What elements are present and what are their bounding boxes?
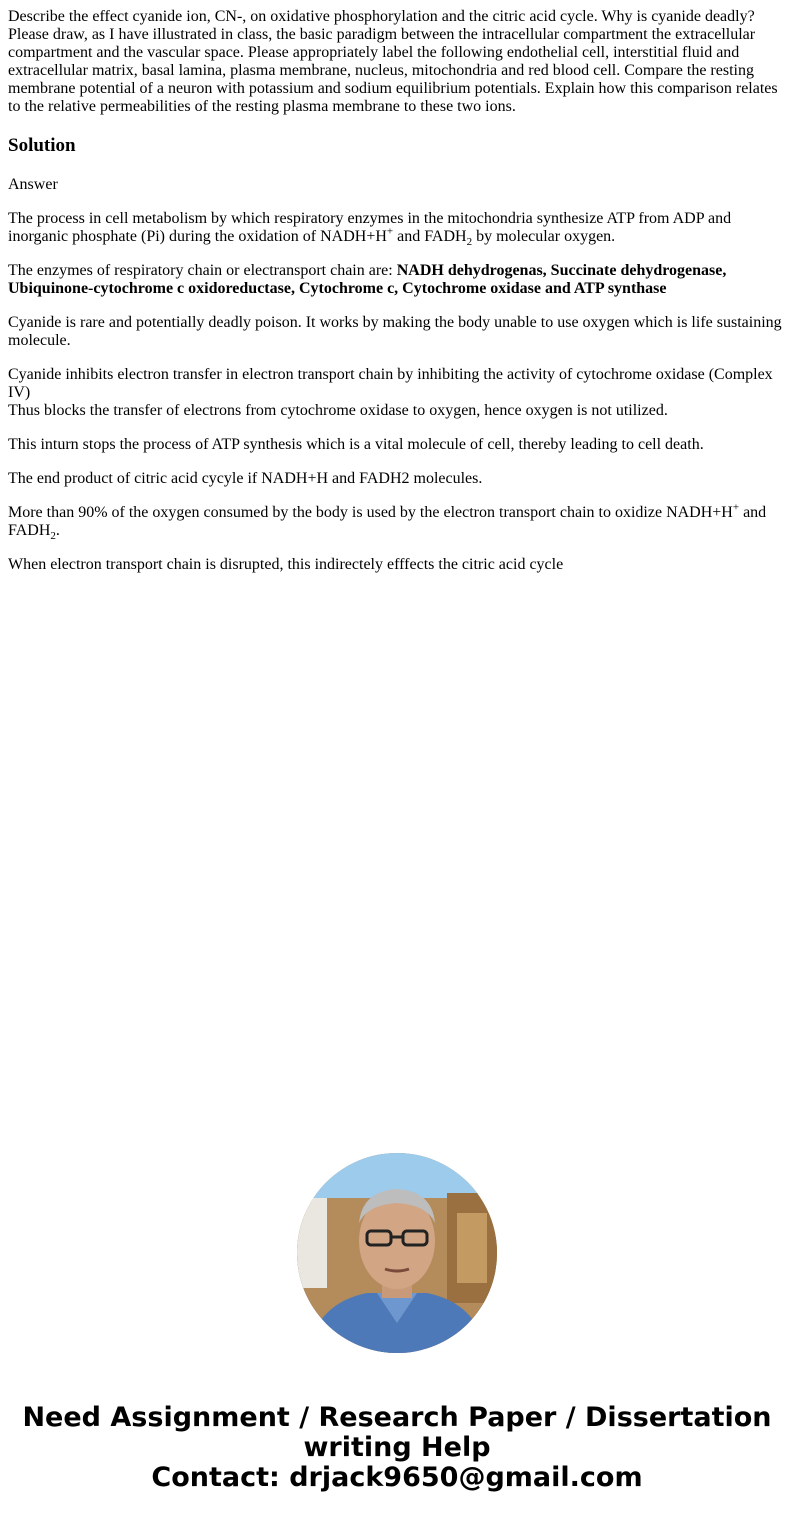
paragraph-cyanide-poison: Cyanide is rare and potentially deadly poison. It works by making the body unable to use oxygen which is life sustaining molecule. (8, 314, 782, 349)
document-body (8, 8, 786, 590)
answer-label: Answer (8, 176, 58, 193)
paragraph-oxidative-phosphorylation: The process in cell metabolism by which respiratory enzymes in the mitochondria synthesize ATP from ADP and inorganic phosphate (Pi) during the oxidation of NADH+H+ and $FADH_2$ by molecular oxygen. (8, 210, 732, 249)
solution-heading: Solution (8, 135, 76, 156)
paragraph-oxygen-consumption: More than 90% of the oxygen consumed by the body is used by the electron transport chain to oxidize NADH+H+ and $FADH_2$. (8, 501, 767, 543)
avatar-portrait-icon (297, 1153, 497, 1353)
author-avatar (297, 1153, 497, 1353)
footer-help-text: Need Assignment / Research Paper / Dissertation writing Help (22, 1402, 772, 1463)
paragraph-enzymes: The enzymes of respiratory chain or electransport chain are: NADH dehydrogenas, Succinate dehydrogenase, Ubiquinone-cytochrome c oxidoreductase, Cytochrome c, Cytochrome oxidase and ATP synthase (8, 262, 727, 297)
question-text: Describe the effect cyanide ion, CN-, on oxidative phosphorylation and the citric acid cycle. Why is cyanide deadly? Please draw, as I have illustrated in class, the basic paradigm between the intracellular compartment the extracellular compartment and the vascular space. Please appropriately label the following endothelial cell, interstitial fluid and extracellular matrix, basal lamina, plasma membrane, nucleus, mitochondria and red blood cell. Compare the resting membrane potential of a neuron with potassium and sodium equilibrium potentials. Explain how this comparison relates to the relative permeabilities of the resting plasma membrane to these two ions. (8, 8, 778, 115)
enzyme-list: NADH dehydrogenas, Succinate dehydrogenase, Ubiquinone-cytochrome c oxidoreductase, Cytochrome c, Cytochrome oxidase and ATP synthase (8, 262, 727, 297)
footer-contact-text: Contact: drjack9650@gmail.com (151, 1462, 643, 1493)
paragraph-citric-acid-end-product: The end product of citric acid cycyle if NADH+H and FADH2 molecules. (8, 470, 483, 487)
paragraph-cyanide-inhibition: Cyanide inhibits electron transfer in electron transport chain by inhibiting the activity of cytochrome oxidase (Complex IV) Thus blocks the transfer of electrons from cytochrome oxidase to oxygen, hence oxygen is not utilized. (8, 366, 773, 419)
promo-footer (0, 1403, 794, 1493)
paragraph-etc-disrupted: When electron transport chain is disrupted, this indirectely efffects the citric acid cycle (8, 556, 564, 573)
paragraph-atp-stop: This inturn stops the process of ATP synthesis which is a vital molecule of cell, thereby leading to cell death. (8, 436, 704, 453)
